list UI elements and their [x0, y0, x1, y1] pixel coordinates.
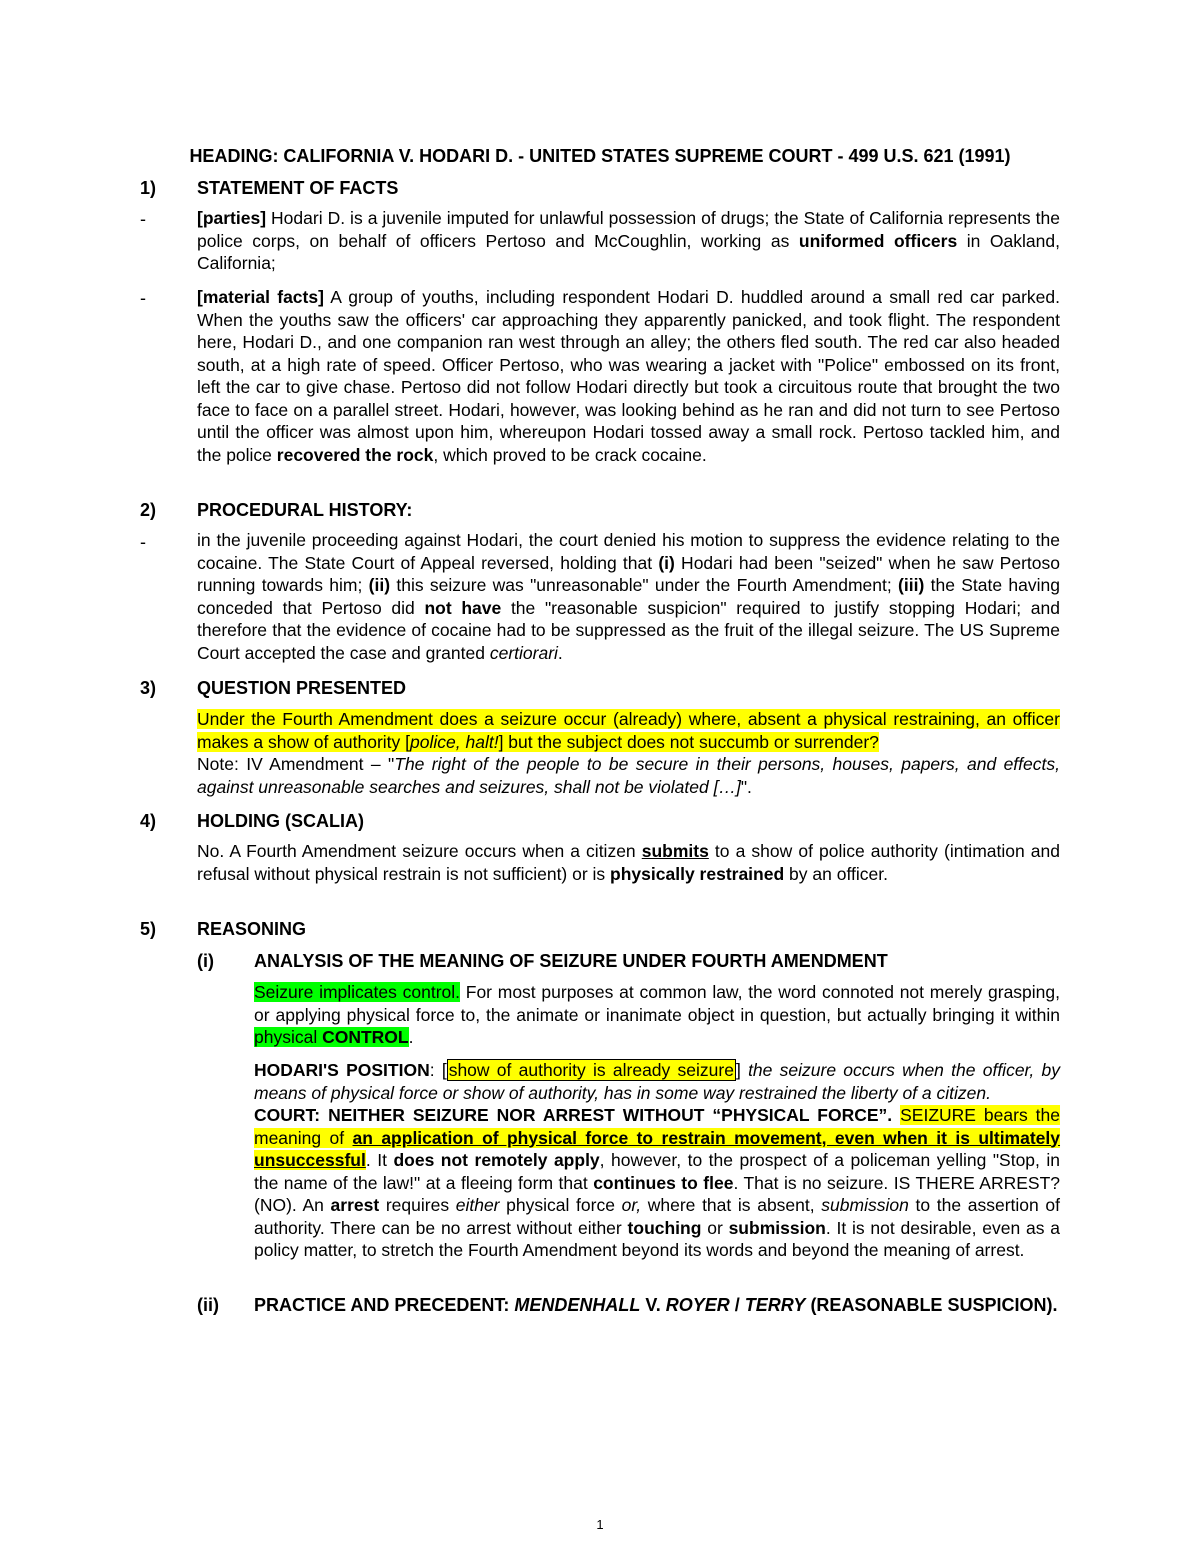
bold-text: touching: [627, 1217, 702, 1238]
bold-text: continues to flee: [593, 1172, 734, 1193]
italic-text: submission: [821, 1195, 909, 1215]
bold-text: (ii): [368, 575, 391, 595]
section-label: PROCEDURAL HISTORY:: [197, 500, 413, 520]
section-number: 5): [140, 919, 157, 939]
paragraph-text: [892, 1105, 900, 1125]
subsection-number: (i): [197, 951, 214, 971]
material-facts-tag: [material facts]: [197, 287, 324, 307]
boxed-highlighted-text: show of authority is already seizure: [448, 1060, 734, 1080]
bold-text: arrest: [330, 1195, 380, 1215]
paragraph-text: in Oakland, California;: [197, 230, 1060, 273]
paragraph-text: : [: [429, 1060, 447, 1080]
bullet-marker: -: [140, 209, 146, 229]
section-label: HOLDING (SCALIA): [197, 811, 364, 831]
highlighted-text: ] but the subject does not succumb or surrender?: [498, 731, 879, 752]
paragraph-text: or: [701, 1217, 729, 1238]
amendment-quote: The right of the people to be secure in their persons, houses, papers, and effects, against unreasonable searches and seizures, shall not be violated […]: [197, 754, 1060, 797]
label-text: PRACTICE AND PRECEDENT:: [254, 1295, 515, 1315]
bold-text: (i): [658, 552, 675, 573]
paragraph-text: No. A Fourth Amendment seizure occurs when a citizen: [197, 841, 642, 861]
paragraph-text: , which proved to be crack cocaine.: [433, 444, 707, 465]
paragraph-text: .: [557, 642, 563, 663]
parties-tag: [parties]: [197, 208, 267, 228]
paragraph-text: For most purposes at common law, the word connoted not merely grasping, or applying physical force to, the animate or inanimate object in question, but actually bringing it within: [254, 982, 1060, 1025]
bold-underlined-text: submits: [641, 841, 709, 861]
subsection-number: (ii): [197, 1295, 219, 1315]
bold-text: uniformed officers: [798, 230, 958, 251]
paragraph-text: , however, to the prospect of a policeman yelling "Stop, in the name of the law!" at a fleeing form that: [254, 1150, 1061, 1193]
question-paragraph: [197, 708, 1060, 798]
paragraph-text: the State having conceded that Pertoso did: [197, 575, 1060, 618]
bold-text: HODARI'S POSITION: [254, 1060, 430, 1080]
paragraph-text: where that is absent,: [641, 1195, 822, 1215]
section-label: QUESTION PRESENTED: [197, 678, 407, 698]
analysis-paragraph-positions: [254, 1059, 1060, 1262]
case-name: MENDENHALL: [514, 1295, 641, 1315]
bold-text: does not remotely apply: [393, 1150, 600, 1170]
section-number: 3): [140, 678, 157, 698]
highlighted-text: SEIZURE bears the meaning of: [254, 1105, 1060, 1148]
paragraph-text: in the juvenile proceeding against Hodari, the court denied his motion to suppress the evidence relating to the cocaine. The State Court of Appeal reversed, holding that: [197, 530, 1060, 573]
paragraph-text: by an officer.: [784, 863, 888, 884]
highlighted-bold-underlined-text: an application of physical force to restrain movement, even when it is ultimately unsuccessful: [254, 1127, 1061, 1170]
document-title: HEADING: CALIFORNIA V. HODARI D. - UNITED STATES SUPREME COURT - 499 U.S. 621 (1991): [189, 146, 1011, 166]
bullet-marker: -: [140, 288, 146, 308]
analysis-paragraph-control: [254, 981, 1060, 1049]
section-number: 2): [140, 500, 157, 520]
italic-text: either: [455, 1195, 500, 1215]
paragraph-text: ]: [735, 1060, 749, 1080]
note-text: Note: IV Amendment – ": [197, 754, 395, 774]
section-number: 1): [140, 178, 157, 198]
facts-parties-paragraph: [197, 207, 1060, 275]
paragraph-text: the "reasonable suspicion" required to justify stopping Hodari; and therefore that the evidence of cocaine had to be suppressed as the fruit of the illegal seizure. The US Supreme Court accepted the case and granted: [197, 597, 1060, 663]
paragraph-text: this seizure was "unreasonable" under the Fourth Amendment;: [390, 575, 899, 595]
green-highlighted-text: physical: [254, 1027, 323, 1047]
case-name: TERRY: [744, 1295, 806, 1315]
bold-text: (iii): [898, 575, 925, 595]
holding-paragraph: [197, 840, 1060, 885]
facts-material-paragraph: [197, 286, 1060, 466]
italic-text: or,: [621, 1195, 642, 1215]
highlighted-italic-text: police, halt!: [410, 731, 499, 752]
bold-text: not have: [424, 597, 502, 618]
label-text: (REASONABLE SUSPICION).: [805, 1295, 1058, 1315]
bold-text: submission: [728, 1217, 826, 1238]
court-heading: COURT: NEITHER SEIZURE NOR ARREST WITHOUT “PHYSICAL FORCE”.: [254, 1105, 893, 1125]
bullet-marker: -: [140, 532, 146, 552]
highlighted-text: Under the Fourth Amendment does a seizure occur (already) where, absent a physical restraining, an officer makes a show of authority [: [197, 709, 1060, 752]
case-name: ROYER: [665, 1295, 730, 1315]
label-text: V.: [640, 1295, 666, 1315]
italic-text: certiorari: [489, 642, 558, 663]
procedural-history-paragraph: [197, 529, 1060, 664]
paragraph-text: . It: [365, 1150, 394, 1170]
italic-text: the seizure occurs when the officer, by means of physical force or show of authority, has in some way restrained the liberty of a citizen.: [254, 1060, 1061, 1103]
paragraph-text: Hodari D. is a juvenile imputed for unlawful possession of drugs; the State of California represents the police corps, on behalf of officers Pertoso and McCoughlin, working as: [197, 208, 1060, 251]
paragraph-text: . That is no seizure. IS THERE ARREST? (NO). An: [254, 1172, 1060, 1215]
paragraph-text: . It is not desirable, even as a policy matter, to stretch the Fourth Amendment beyond its words and beyond the meaning of arrest.: [254, 1217, 1060, 1260]
section-number: 4): [140, 811, 157, 831]
subsection-label: [254, 1294, 1060, 1317]
bold-text: recovered the rock: [276, 444, 434, 465]
paragraph-text: Hodari had been "seized" when he saw Pertoso running towards him;: [197, 552, 1060, 595]
subsection-label: ANALYSIS OF THE MEANING OF SEIZURE UNDER FOURTH AMENDMENT: [254, 951, 888, 971]
bold-text: physically restrained: [610, 863, 785, 884]
section-label: REASONING: [197, 919, 307, 939]
section-label: STATEMENT OF FACTS: [197, 178, 399, 198]
paragraph-text: .: [408, 1027, 414, 1047]
paragraph-text: A group of youths, including respondent Hodari D. huddled around a small red car parked. When the youths saw the officers' car approaching they apparently panicked, and took flight. The respondent here, Hodari D., and one companion ran west through an alley; the others fled south. The red car also headed south, at a high rate of speed. Officer Pertoso, who was wearing a jacket with "Police" embossed on its front, left the car to give chase. Pertoso did not follow Hodari directly but took a circuitous route that brought the two face to face on a parallel street. Hodari, however, was looking behind as he ran and did not turn to see Pertoso until the officer was almost upon him, whereupon Hodari tossed away a small rock. Pertoso tackled him, and the police: [197, 287, 1060, 465]
green-highlighted-bold-text: CONTROL: [322, 1027, 409, 1047]
paragraph-text: to a show of police authority (intimation and refusal without physical restrain is not sufficient) or is: [197, 841, 1060, 884]
label-text: /: [729, 1295, 745, 1315]
green-highlighted-text: Seizure implicates control.: [254, 982, 461, 1002]
paragraph-text: requires: [379, 1195, 456, 1215]
paragraph-text: to the assertion of authority. There can be no arrest without either: [254, 1195, 1060, 1238]
paragraph-text: physical force: [499, 1195, 622, 1215]
page-number: 1: [596, 1517, 604, 1532]
note-text: ".: [740, 776, 752, 797]
